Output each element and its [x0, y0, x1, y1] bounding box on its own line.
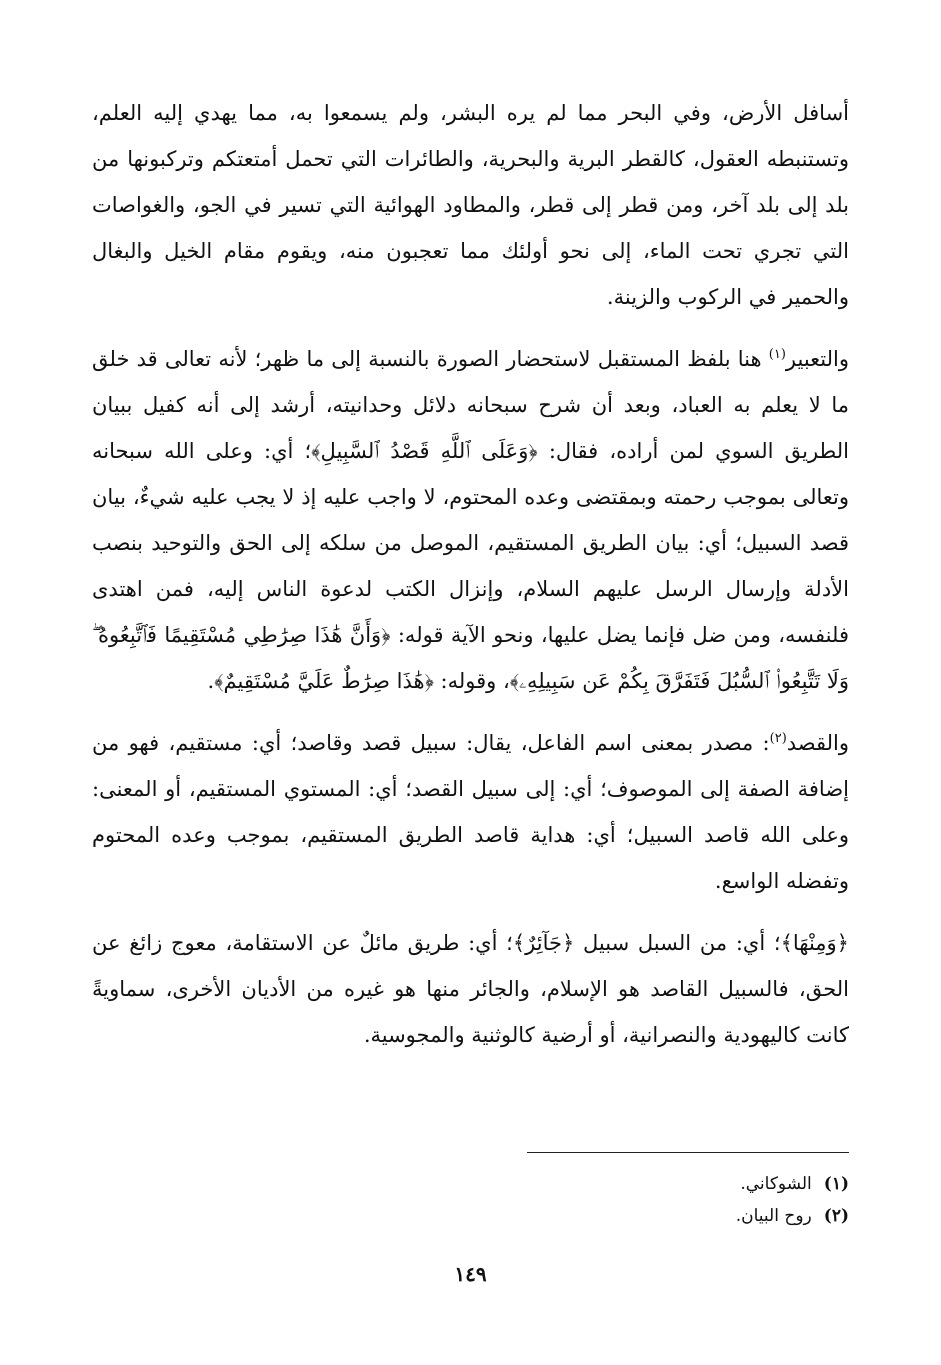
paragraph-text: هنا بلفظ المستقبل لاستحضار الصورة بالنسبة إلى ما ظهر؛ لأنه تعالى قد خلق ما لا يعلم به العباد، وبعد أن شرح سبحانه دلائل وحدانيته، أرشد إلى أنه كفيل ببيان الطريق السوي لمن أراده، فقال: ﴿وَعَلَى ٱللَّهِ قَصْدُ ٱلسَّبِيلِ﴾؛ أي: وعلى الله سبحانه وتعالى بموجب رحمته وبمقتضى وعده المحتوم، لا واجب عليه إذ لا يجب عليه شيءٌ، بيان قصد السبيل؛ أي: بيان الطريق المستقيم، الموصل من سلكه إلى الحق والتوحيد بنصب الأدلة وإرسال الرسل عليهم السلام، وإنزال الكتب لدعوة الناس إليه، فمن اهتدى فلنفسه، ومن ضل فإنما يضل عليها، ونحو الآية قوله: ﴿وَأَنَّ هَٰذَا صِرَٰطِي مُسْتَقِيمًا فَٱتَّبِعُوهُ ۖ وَلَا تَتَّبِعُوا۟ ٱلسُّبُلَ فَتَفَرَّقَ بِكُمْ عَن سَبِيلِهِۦ﴾، وقوله: ﴿هَٰذَا صِرَٰطٌ عَلَيَّ مُسْتَقِيمٌ﴾. [92, 347, 849, 693]
paragraph-1 [92, 90, 849, 320]
main-text [92, 90, 849, 1074]
footnote-text: روح البيان. [735, 1206, 812, 1226]
page-number: ١٤٩ [454, 1262, 487, 1286]
paragraph-text: ﴿وَمِنْهَا﴾؛ أي: من السبل سبيل ﴿جَآئِرٌ﴾؛ أي: طريق مائلٌ عن الاستقامة، معوج زائغ عن الحق، فالسبيل القاصد هو الإسلام، والجائر منها هو غيره من الأديان الأخرى، سماويةً كانت كاليهودية والنصرانية، أو أرضية كالوثنية والمجوسية. [92, 931, 849, 1047]
paragraph-4 [92, 920, 849, 1058]
footnote-number: (١) [823, 1174, 849, 1194]
footnote-2 [349, 1200, 849, 1232]
footnote-number: (٢) [823, 1206, 849, 1226]
paragraph-3 [92, 720, 849, 904]
paragraph-text: أسافل الأرض، وفي البحر مما لم يره البشر، ولم يسمعوا به، مما يهدي إليه العلم، وتستنبطه العقول، كالقطر البرية والبحرية، والطائرات التي تحمل أمتعتكم وتركبونها من بلد إلى بلد آخر، ومن قطر إلى قطر، والمطاود الهوائية التي تسير في الجو، والغواصات التي تجري تحت الماء، إلى نحو أولئك مما تعجبون منه، ويقوم مقام الخيل والبغال والحمير في الركوب والزينة. [92, 101, 849, 309]
paragraph-text: : مصدر بمعنى اسم الفاعل، يقال: سبيل قصد وقاصد؛ أي: مستقيم، فهو من إضافة الصفة إلى الموصوف؛ أي: إلى سبيل القصد؛ أي: المستوي المستقيم، أو المعنى: وعلى الله قاصد السبيل؛ أي: هداية قاصد الطريق المستقيم، بموجب وعده المحتوم وتفضله الواسع. [92, 731, 849, 893]
footnotes [349, 1168, 849, 1232]
footnote-marker-2: (٢) [769, 731, 787, 746]
footnote-marker-1: (١) [768, 347, 786, 362]
footnote-text: الشوكاني. [740, 1174, 812, 1194]
paragraph-lead: والقصد [786, 731, 849, 755]
paragraph-2 [92, 336, 849, 704]
footnote-divider [527, 1152, 849, 1153]
paragraph-lead: والتعبير [785, 347, 849, 371]
footnote-1 [349, 1168, 849, 1200]
